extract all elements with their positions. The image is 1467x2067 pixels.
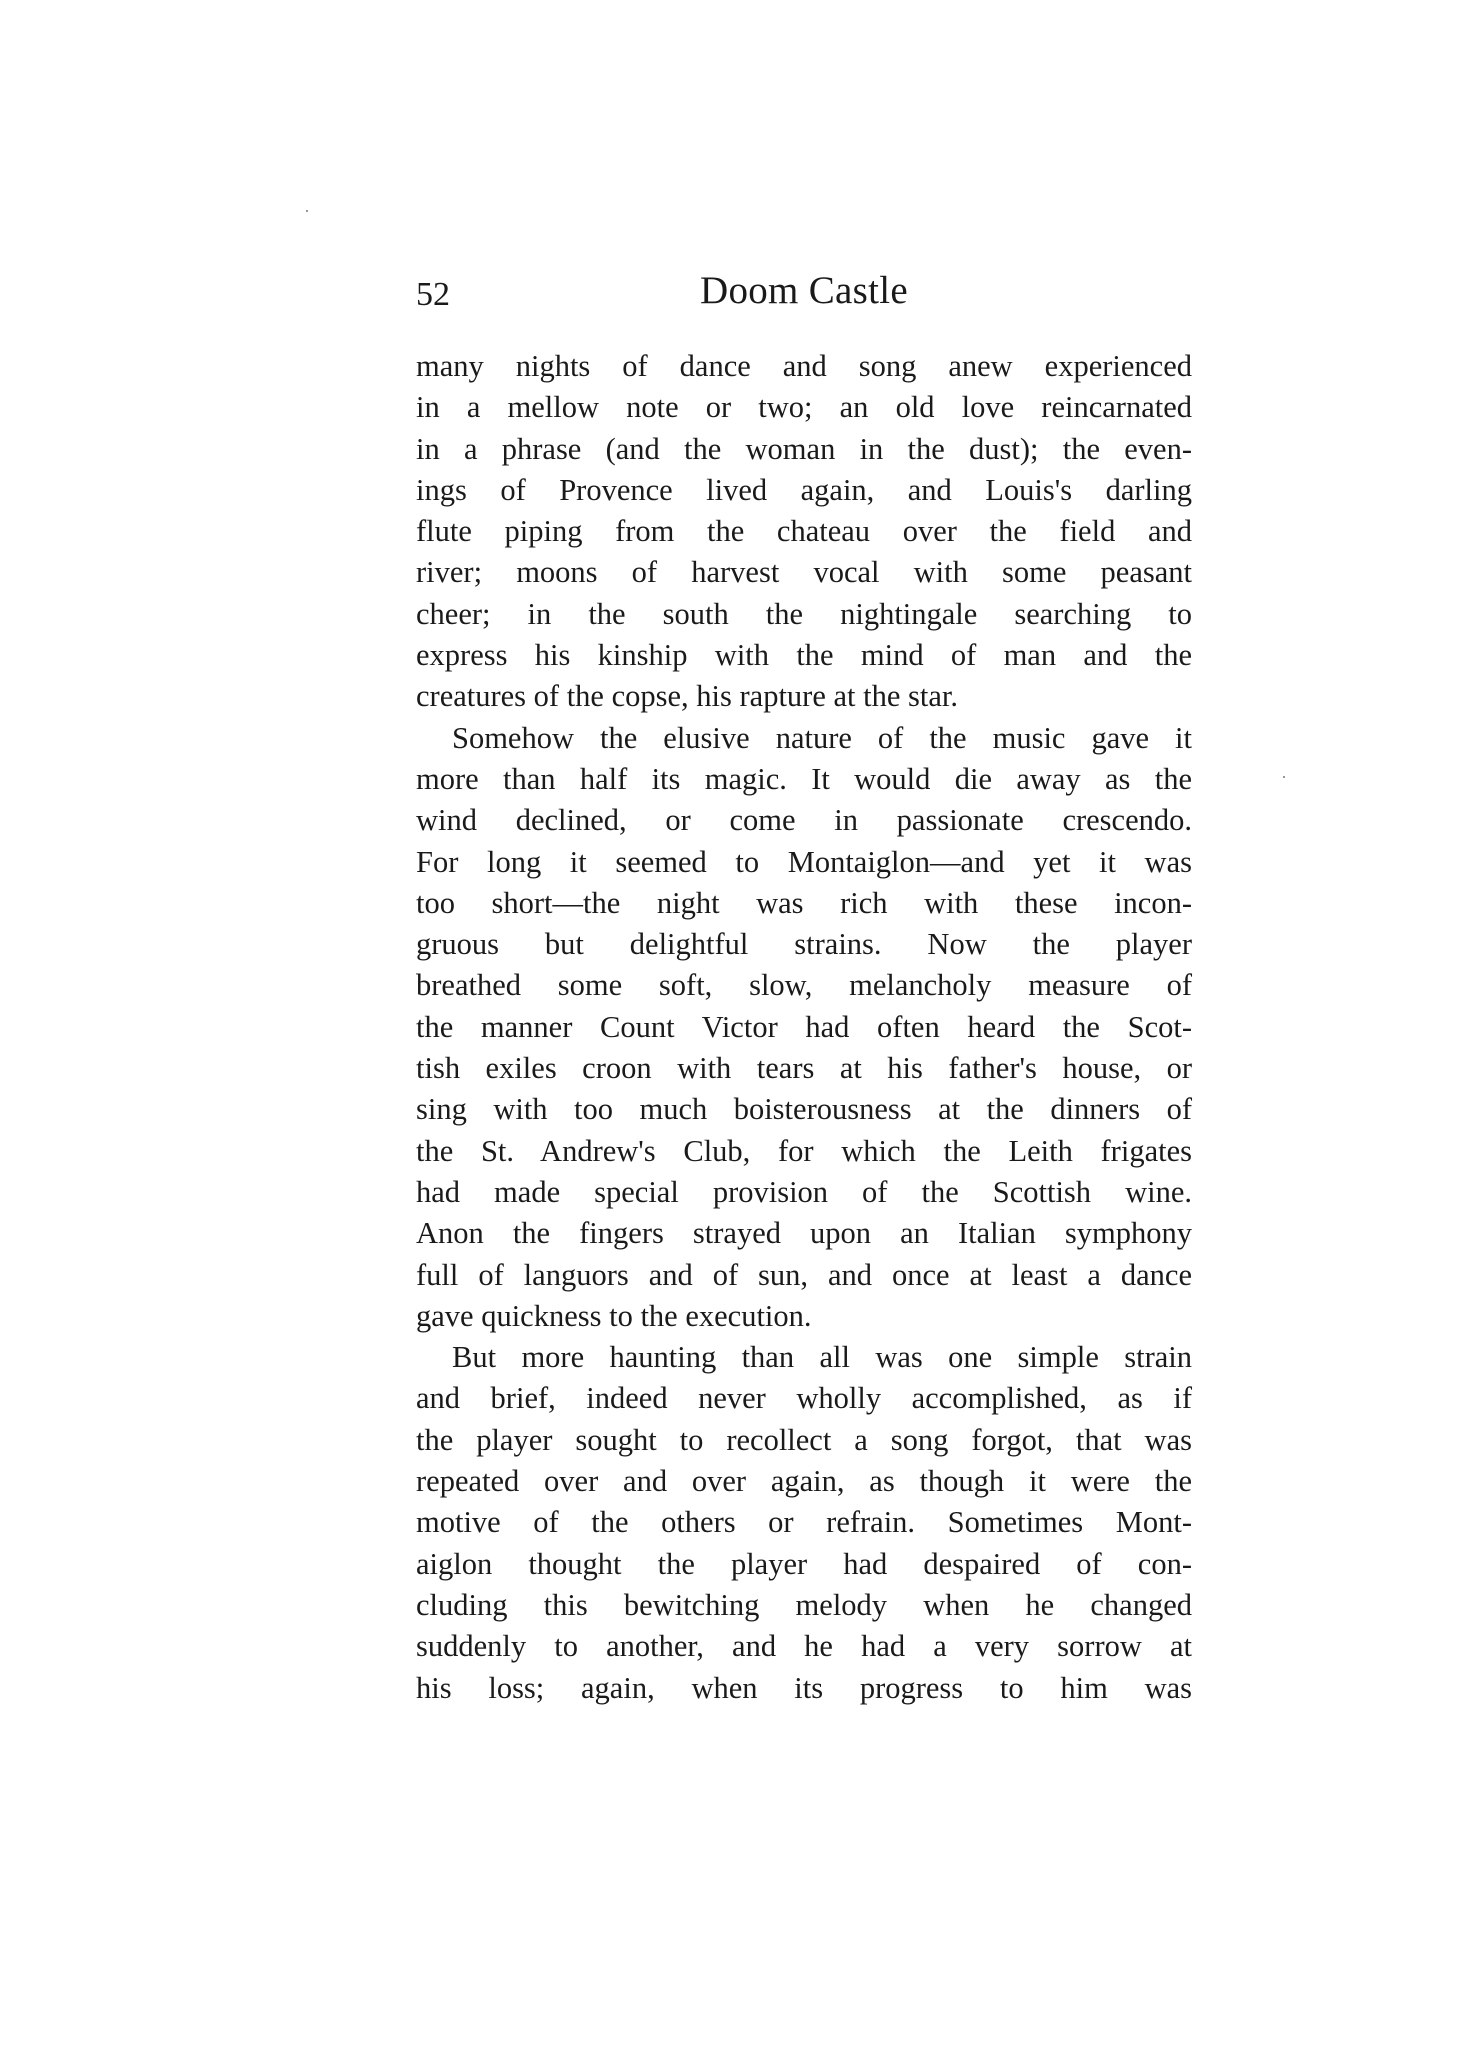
text-line: sing with too much boisterousness at the dinners of (416, 1092, 1192, 1127)
text-line: suddenly to another, and he had a very sorrow at (416, 1629, 1192, 1664)
text-line: and brief, indeed never wholly accomplished, as if (416, 1381, 1192, 1416)
text-line: river; moons of harvest vocal with some peasant (416, 555, 1192, 590)
text-line: creatures of the copse, his rapture at the star. (416, 679, 959, 714)
text-line: wind declined, or come in passionate crescendo. (416, 803, 1192, 838)
text-line: But more haunting than all was one simple strain (452, 1340, 1192, 1375)
text-line: gruous but delightful strains. Now the player (416, 927, 1192, 962)
text-line: cluding this bewitching melody when he changed (416, 1587, 1192, 1622)
page-number: 52 (416, 276, 450, 313)
text-line: in a phrase (and the woman in the dust); the even- (416, 431, 1192, 466)
text-line: his loss; again, when its progress to him was (416, 1670, 1192, 1705)
text-line: more than half its magic. It would die away as the (416, 761, 1192, 796)
text-line: had made special provision of the Scottish wine. (416, 1174, 1192, 1209)
text-line: express his kinship with the mind of man and the (416, 638, 1192, 673)
paragraph (416, 1337, 1192, 1709)
text-line: repeated over and over again, as though it were the (416, 1464, 1192, 1499)
text-line: ings of Provence lived again, and Louis's darling (416, 472, 1192, 507)
text-line: many nights of dance and song anew experienced (416, 349, 1192, 383)
running-head (416, 268, 1192, 328)
text-line: gave quickness to the execution. (416, 1298, 812, 1333)
text-line: full of languors and of sun, and once at least a dance (416, 1257, 1192, 1292)
text-line: the St. Andrew's Club, for which the Leith frigates (416, 1133, 1192, 1168)
text-line: cheer; in the south the nightingale searching to (416, 596, 1192, 631)
text-line: in a mellow note or two; an old love reincarnated (416, 390, 1192, 425)
paragraph (416, 718, 1192, 1337)
text-line: the manner Count Victor had often heard the Scot- (416, 1009, 1192, 1044)
text-line: tish exiles croon with tears at his father's house, or (416, 1051, 1192, 1086)
body-text (416, 346, 1192, 1709)
text-line: For long it seemed to Montaiglon—and yet it was (416, 844, 1192, 879)
text-line: Anon the fingers strayed upon an Italian symphony (416, 1216, 1192, 1251)
text-line: motive of the others or refrain. Sometimes Mont- (416, 1505, 1192, 1540)
text-line: aiglon thought the player had despaired of con- (416, 1546, 1192, 1581)
paragraph (416, 346, 1192, 718)
text-line: flute piping from the chateau over the field and (416, 514, 1192, 549)
scan-speck (306, 210, 308, 212)
text-line: too short—the night was rich with these incon- (416, 885, 1192, 920)
running-title: Doom Castle (699, 269, 909, 312)
scan-speck (1283, 776, 1285, 778)
text-line: Somehow the elusive nature of the music gave it (452, 720, 1192, 755)
text-line: the player sought to recollect a song forgot, that was (416, 1422, 1192, 1457)
text-line: breathed some soft, slow, melancholy measure of (416, 968, 1192, 1003)
